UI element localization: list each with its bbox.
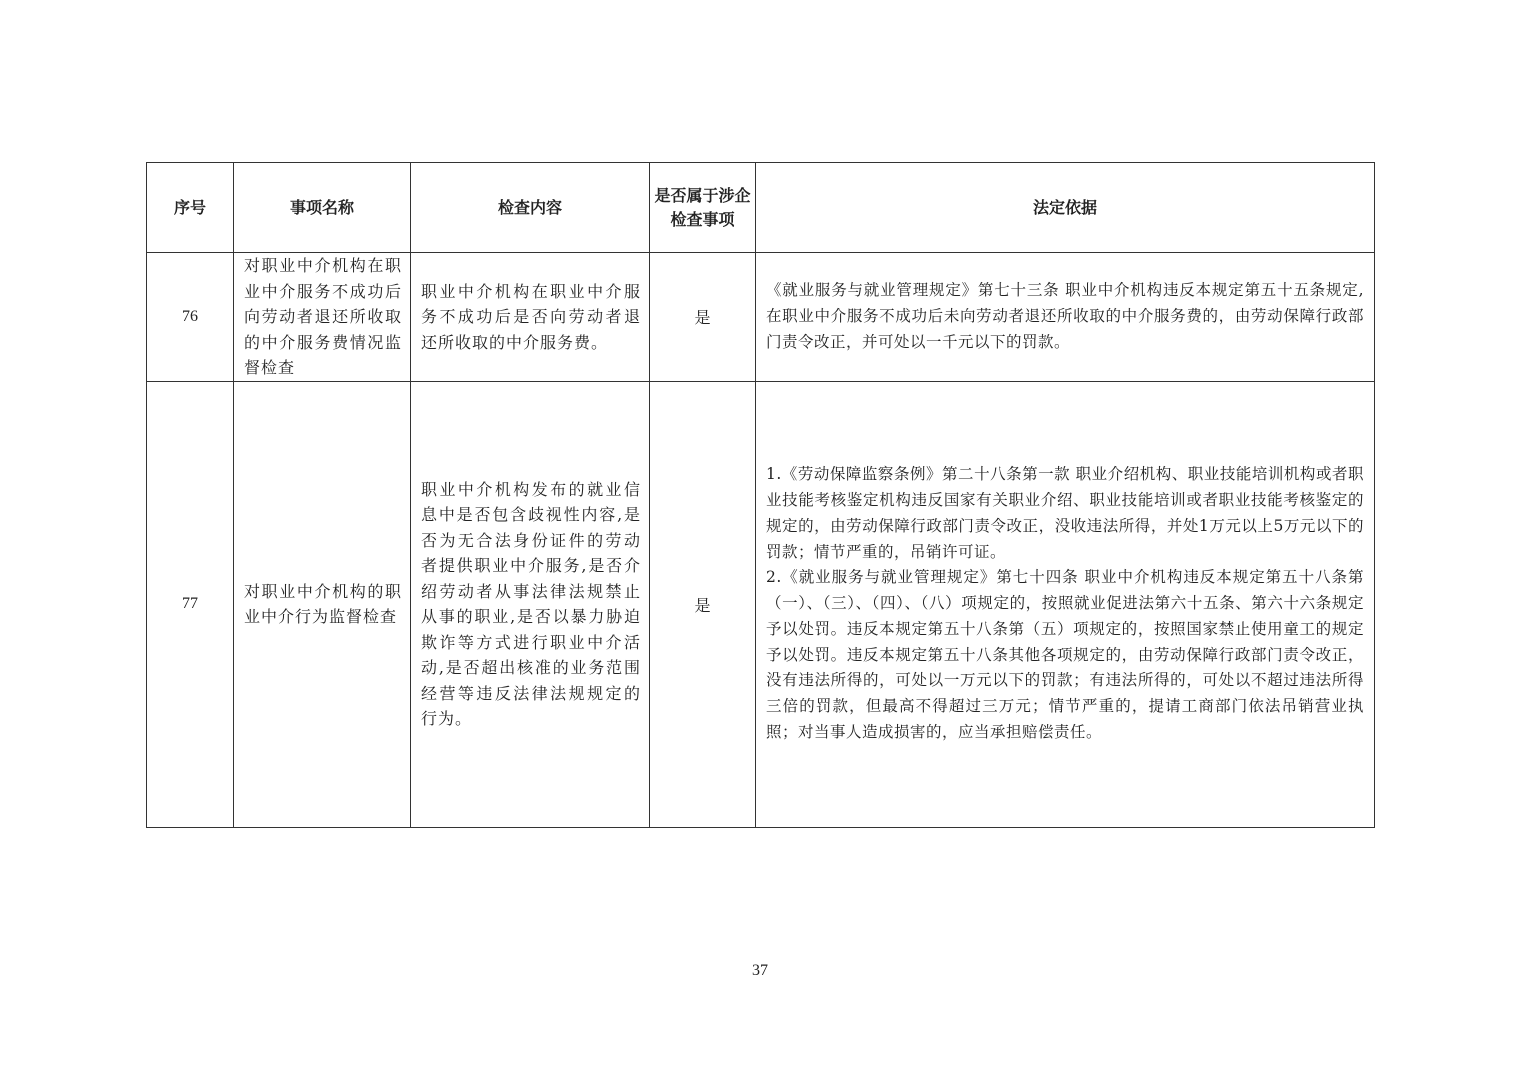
- row-check-content: 职业中介机构在职业中介服务不成功后是否向劳动者退还所收取的中介服务费。: [421, 281, 641, 352]
- row-enterprise-related: 是: [650, 381, 756, 827]
- header-enterprise-related: [650, 163, 756, 253]
- header-check-content: 检查内容: [411, 163, 650, 253]
- row-check-content: 职业中介机构发布的就业信息中是否包含歧视性内容,是否为无合法身份证件的劳动者提供职业中介服务,是否介绍劳动者从事法律法规禁止从事的职业,是否以暴力胁迫欺诈等方式进行职业中介活动,是否超出核准的业务范围经营等违反法律法规规定的行为。: [421, 479, 641, 728]
- page-number: 37: [752, 962, 768, 979]
- table-header-row: [147, 163, 1375, 253]
- header-item-name: 事项名称: [234, 163, 411, 253]
- row-legal-basis: [756, 278, 1374, 355]
- row-check-content-cell: [411, 253, 650, 382]
- legal-basis-paragraph: 1.《劳动保障监察条例》第二十八条第一款 职业介绍机构、职业技能培训机构或者职业技能考核鉴定机构违反国家有关职业介绍、职业技能培训或者职业技能考核鉴定的规定的，由劳动保障行政部门责令改正，没收违法所得，并处1万元以上5万元以下的罚款；情节严重的，吊销许可证。: [766, 465, 1364, 561]
- row-item-name-cell: [234, 381, 411, 827]
- row-seq: 77: [147, 381, 234, 827]
- row-item-name: 对职业中介机构在职业中介服务不成功后向劳动者退还所收取的中介服务费情况监督检查: [244, 256, 402, 377]
- legal-basis-paragraph: 2.《就业服务与就业管理规定》第七十四条 职业中介机构违反本规定第五十八条第（一）、（三）、（四）、（八）项规定的，按照就业促进法第六十五条、第六十六条规定予以处罚。违反本规定第五十八条第（五）项规定的，按照国家禁止使用童工的规定予以处罚。违反本规定第五十八条其他各项规定的，由劳动保障行政部门责令改正，没有违法所得的，可处以一万元以下的罚款；有违法所得的，可处以不超过违法所得三倍的罚款，但最高不得超过三万元；情节严重的，提请工商部门依法吊销营业执照；对当事人造成损害的，应当承担赔偿责任。: [766, 568, 1364, 742]
- legal-basis-paragraph: 《就业服务与就业管理规定》第七十三条 职业中介机构违反本规定第五十五条规定,在职业中介服务不成功后未向劳动者退还所收取的中介服务费的，由劳动保障行政部门责令改正，并可处以一千元以下的罚款。: [766, 281, 1364, 351]
- row-legal-basis-cell: [756, 381, 1375, 827]
- row-seq: 76: [147, 253, 234, 382]
- row-check-content-cell: [411, 381, 650, 827]
- row-item-name: 对职业中介机构的职业中介行为监督检查: [244, 581, 402, 626]
- table-row: [147, 381, 1375, 827]
- header-enterprise-related-label: 是否属于涉企检查事项: [654, 185, 751, 229]
- table-row: [147, 253, 1375, 382]
- row-legal-basis-cell: [756, 253, 1375, 382]
- header-legal-basis: 法定依据: [756, 163, 1375, 253]
- row-enterprise-related: 是: [650, 253, 756, 382]
- inspection-items-table: [146, 162, 1375, 828]
- row-item-name-cell: [234, 253, 411, 382]
- header-seq: 序号: [147, 163, 234, 253]
- row-legal-basis: [756, 462, 1374, 746]
